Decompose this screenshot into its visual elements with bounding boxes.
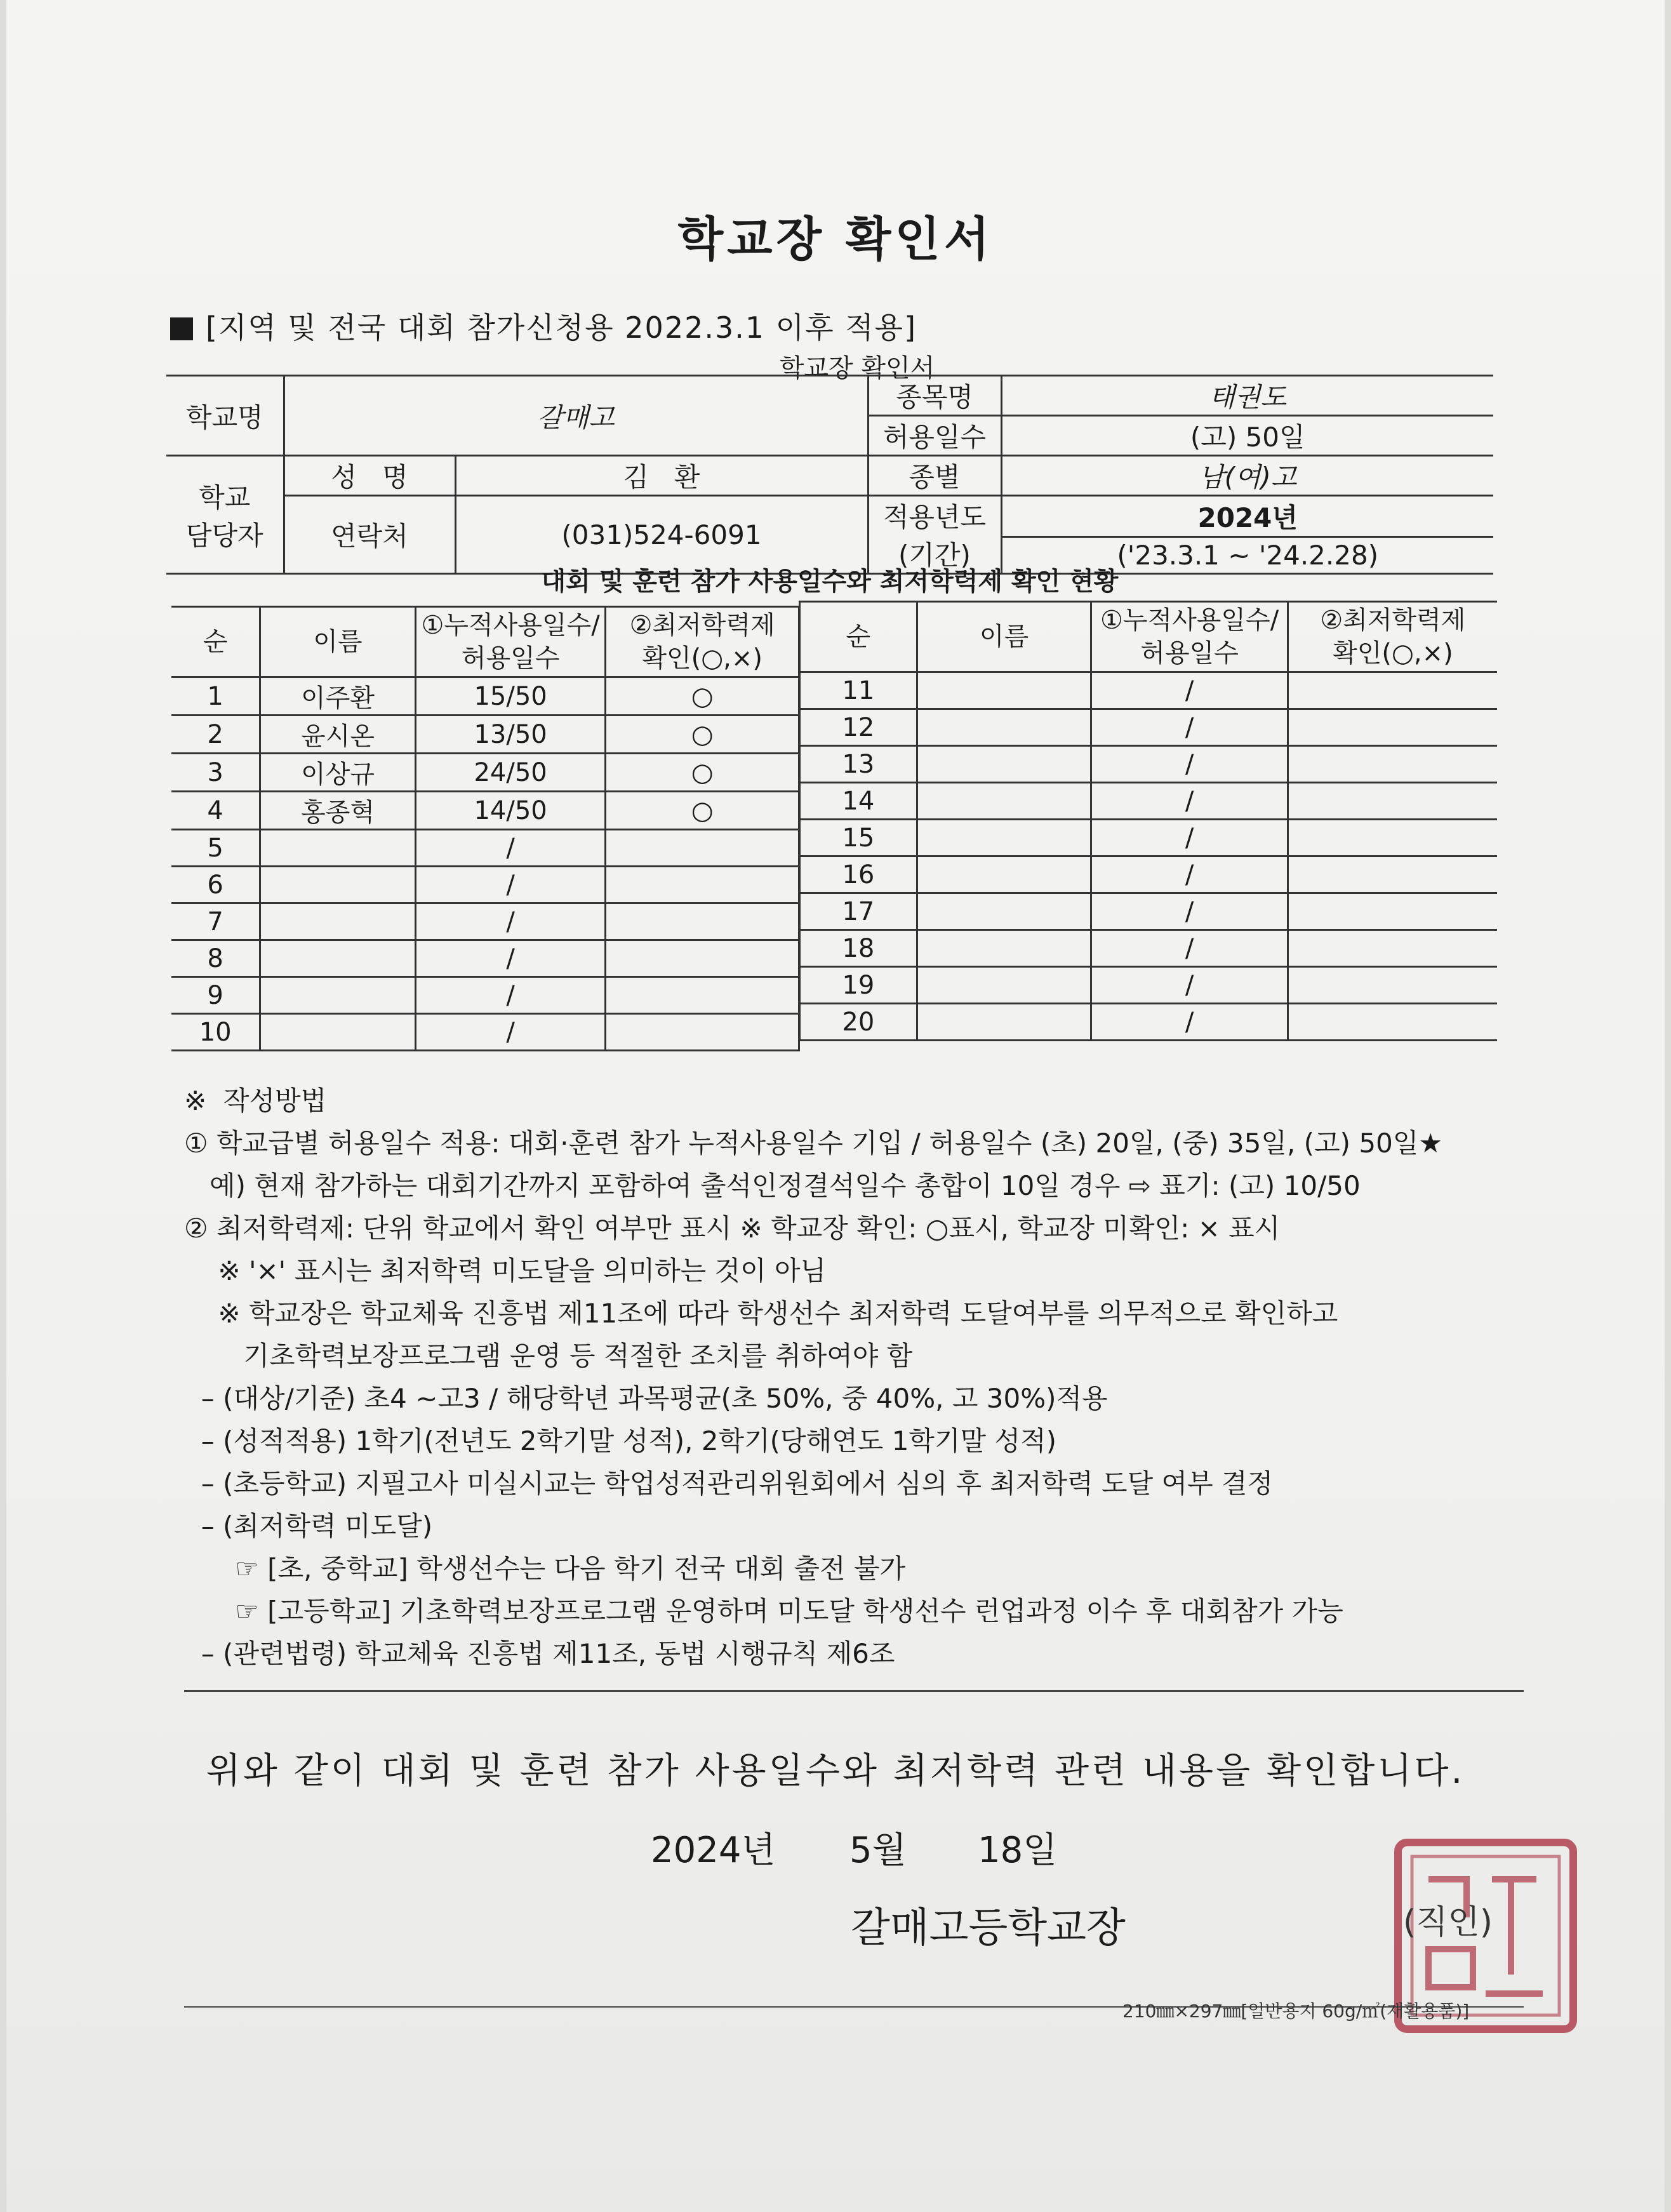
academic-check: [606, 977, 799, 1014]
athlete-name: [260, 940, 416, 977]
instruction-line: ① 학교급별 허용일수 적용: 대회·훈련 참가 누적사용일수 기입 / 허용일수 (초) 20일, (중) 35일, (고) 50일★: [184, 1128, 1443, 1159]
table-row: [171, 1014, 799, 1051]
academic-check: [606, 903, 799, 940]
table-row: [171, 867, 799, 903]
days-used: /: [1091, 672, 1288, 709]
row-number: 6: [171, 867, 260, 903]
academic-check: ○: [606, 792, 799, 830]
manager-label-line2: 담당자: [185, 519, 263, 551]
date-day: 18일: [978, 1830, 1058, 1871]
athlete-name: [260, 1014, 416, 1051]
instruction-line: ☞ [고등학교] 기초학력보장프로그램 운영하며 미도달 학생선수 런업과정 이수 후 대회참가 가능: [184, 1596, 1343, 1627]
athlete-name: [917, 672, 1091, 709]
days-used: /: [415, 830, 606, 867]
contact-value: (031)524-6091: [455, 496, 868, 574]
table-row: [800, 893, 1498, 930]
athlete-name: [917, 783, 1091, 820]
table-row: [800, 930, 1498, 967]
instruction-line: – (최저학력 미도달): [184, 1510, 433, 1542]
days-used: 14/50: [415, 792, 606, 830]
days-used: /: [1091, 856, 1288, 893]
instruction-line: 예) 현재 참가하는 대회기간까지 포함하여 출석인정결석일수 총합이 10일 경우 ⇨ 표기: (고) 10/50: [184, 1170, 1361, 1201]
seal-label: (직인): [1403, 1903, 1493, 1942]
academic-check: [606, 1014, 799, 1051]
date-month: 5월: [849, 1830, 907, 1871]
athlete-name: 홍종혁: [260, 792, 416, 830]
days-used: 15/50: [415, 677, 606, 716]
row-number: 3: [171, 754, 260, 792]
row-number: 16: [800, 856, 917, 893]
row-number: 15: [800, 820, 917, 856]
divider-line: [184, 1690, 1524, 1692]
school-info-table: [166, 375, 1493, 575]
row-number: 13: [800, 746, 917, 783]
academic-check: [1288, 856, 1497, 893]
days-used: 24/50: [415, 754, 606, 792]
year-label-line1: 적용년도: [882, 502, 987, 533]
instruction-line: ※ '×' 표시는 최저학력 미도달을 의미하는 것이 아님: [184, 1255, 827, 1286]
athlete-name: [260, 830, 416, 867]
athlete-name: [260, 903, 416, 940]
instruction-line: ※ 작성방법: [184, 1085, 327, 1116]
allowed-days-label: 허용일수: [868, 416, 1001, 456]
academic-check: [606, 940, 799, 977]
academic-check: ○: [606, 716, 799, 754]
col-days-line2: 허용일수: [1140, 639, 1239, 668]
academic-check: [1288, 1004, 1497, 1041]
instruction-line: ☞ [초, 중학교] 학생선수는 다음 학기 전국 대회 출전 불가: [184, 1553, 906, 1584]
academic-check: [1288, 783, 1497, 820]
academic-check: [606, 867, 799, 903]
table-row: [171, 677, 799, 716]
table-row: [171, 792, 799, 830]
days-used: /: [1091, 783, 1288, 820]
athlete-list-left: [171, 606, 800, 1051]
name-label: 성 명: [284, 456, 455, 496]
days-used: /: [1091, 746, 1288, 783]
manager-label: [166, 456, 284, 574]
table-row: [171, 940, 799, 977]
days-used: /: [415, 977, 606, 1014]
application-scope-heading: [170, 305, 917, 347]
contact-label: 연락처: [284, 496, 455, 574]
col-days-header: [1091, 602, 1288, 672]
instruction-line: – (성적적용) 1학기(전년도 2학기말 성적), 2학기(당해연도 1학기말 성적): [184, 1425, 1057, 1456]
row-number: 1: [171, 677, 260, 716]
academic-check: [1288, 672, 1497, 709]
name-value: 김 환: [455, 456, 868, 496]
gender-label: 종별: [868, 456, 1001, 496]
col-name-header: 이름: [260, 607, 416, 677]
athlete-name: [917, 856, 1091, 893]
table-row: [800, 709, 1498, 746]
confirmation-statement: 위와 같이 대회 및 훈련 참가 사용일수와 최저학력 관련 내용을 확인합니다.: [206, 1750, 1465, 1792]
year-value: 2024년: [1001, 496, 1493, 537]
athlete-name: [917, 709, 1091, 746]
academic-check: [1288, 709, 1497, 746]
school-name-label: 학교명: [166, 376, 284, 456]
col-check-line1: ②최저학력제: [629, 611, 775, 640]
academic-check: ○: [606, 754, 799, 792]
days-used: /: [1091, 709, 1288, 746]
col-days-line1: ①누적사용일수/: [1100, 606, 1279, 635]
days-used: /: [415, 867, 606, 903]
row-number: 12: [800, 709, 917, 746]
athlete-list-right: [799, 601, 1497, 1041]
table-row: [800, 672, 1498, 709]
days-used: /: [1091, 893, 1288, 930]
col-days-header: [415, 607, 606, 677]
instruction-line: – (관련법령) 학교체육 진흥법 제11조, 동법 시행규칙 제6조: [184, 1638, 895, 1669]
athlete-name: 이주환: [260, 677, 416, 716]
col-check-line1: ②최저학력제: [1320, 606, 1466, 635]
table-row: [800, 820, 1498, 856]
table-row: [800, 1004, 1498, 1041]
table-row: [800, 967, 1498, 1004]
academic-check: [606, 830, 799, 867]
table-row: [171, 754, 799, 792]
table-row: [171, 977, 799, 1014]
row-number: 14: [800, 783, 917, 820]
row-number: 17: [800, 893, 917, 930]
row-number: 20: [800, 1004, 917, 1041]
col-check-line2: 확인(○,×): [642, 644, 763, 673]
col-no-header: 순: [171, 607, 260, 677]
days-used: /: [1091, 1004, 1288, 1041]
square-bullet-icon: [170, 317, 193, 340]
days-used: 13/50: [415, 716, 606, 754]
days-used: /: [415, 1014, 606, 1051]
table-row: [800, 783, 1498, 820]
principal-signature-line: 갈매고등학교장: [851, 1905, 1126, 1952]
writing-instructions: [184, 1079, 1549, 1675]
academic-check: [1288, 893, 1497, 930]
row-number: 5: [171, 830, 260, 867]
instruction-line: ※ 학교장은 학교체육 진흥법 제11조에 따라 학생선수 최저학력 도달여부를 의무적으로 확인하고: [184, 1298, 1338, 1329]
row-number: 9: [171, 977, 260, 1014]
athlete-name: [260, 977, 416, 1014]
days-used: /: [415, 940, 606, 977]
row-number: 19: [800, 967, 917, 1004]
days-used: /: [415, 903, 606, 940]
instruction-line: 기초학력보장프로그램 운영 등 적절한 조치를 취하여야 함: [184, 1340, 913, 1371]
school-name-value: 갈매고: [284, 376, 868, 456]
event-value: 태권도: [1001, 376, 1493, 416]
table-caption: 학교장 확인서: [779, 354, 935, 383]
col-days-line1: ①누적사용일수/: [421, 611, 600, 640]
row-number: 4: [171, 792, 260, 830]
instruction-line: ② 최저학력제: 단위 학교에서 확인 여부만 표시 ※ 학교장 확인: ○표시, 학교장 미확인: × 표시: [184, 1213, 1281, 1244]
athlete-name: [917, 930, 1091, 967]
event-label: 종목명: [868, 376, 1001, 416]
row-number: 11: [800, 672, 917, 709]
date-year: 2024년: [651, 1830, 776, 1871]
athlete-name: [917, 746, 1091, 783]
academic-check: ○: [606, 677, 799, 716]
row-number: 10: [171, 1014, 260, 1051]
table-row: [800, 746, 1498, 783]
paper-spec: 210㎜×297㎜[일반용지 60g/㎡(재활용품)]: [1122, 2001, 1470, 2022]
academic-check: [1288, 967, 1497, 1004]
manager-label-line1: 학교: [199, 481, 251, 513]
table-row: [171, 830, 799, 867]
table-row: [171, 716, 799, 754]
year-label-line2: (기간): [898, 540, 971, 571]
instruction-line: – (대상/기준) 초4 ~고3 / 해당학년 과목평균(초 50%, 중 40%, 고 30%)적용: [184, 1383, 1108, 1414]
instruction-line: – (초등학교) 지필고사 미실시교는 학업성적관리위원회에서 심의 후 최저학력 도달 여부 결정: [184, 1468, 1274, 1499]
athlete-name: [917, 893, 1091, 930]
status-caption: 대회 및 훈련 참가 사용일수와 최저학력제 확인 현황: [541, 567, 1119, 596]
athlete-name: [917, 1004, 1091, 1041]
col-check-header: [606, 607, 799, 677]
academic-check: [1288, 746, 1497, 783]
table-row: [800, 856, 1498, 893]
table-row: [171, 903, 799, 940]
document-title: 학교장 확인서: [677, 212, 994, 267]
col-check-line2: 확인(○,×): [1333, 639, 1453, 668]
athlete-name: [917, 967, 1091, 1004]
col-days-line2: 허용일수: [461, 644, 560, 673]
athlete-name: 윤시온: [260, 716, 416, 754]
period-value: ('23.3.1 ~ '24.2.28): [1001, 536, 1493, 573]
row-number: 7: [171, 903, 260, 940]
col-name-header: 이름: [917, 602, 1091, 672]
col-no-header: 순: [800, 602, 917, 672]
row-number: 8: [171, 940, 260, 977]
athlete-name: 이상규: [260, 754, 416, 792]
scope-text: [지역 및 전국 대회 참가신청용 2022.3.1 이후 적용]: [206, 310, 917, 345]
academic-check: [1288, 930, 1497, 967]
days-used: /: [1091, 930, 1288, 967]
col-check-header: [1288, 602, 1497, 672]
athlete-name: [260, 867, 416, 903]
row-number: 18: [800, 930, 917, 967]
athlete-name: [917, 820, 1091, 856]
days-used: /: [1091, 967, 1288, 1004]
academic-check: [1288, 820, 1497, 856]
allowed-days-value: (고) 50일: [1001, 416, 1493, 456]
days-used: /: [1091, 820, 1288, 856]
gender-value: 남(여)고: [1001, 456, 1493, 496]
row-number: 2: [171, 716, 260, 754]
